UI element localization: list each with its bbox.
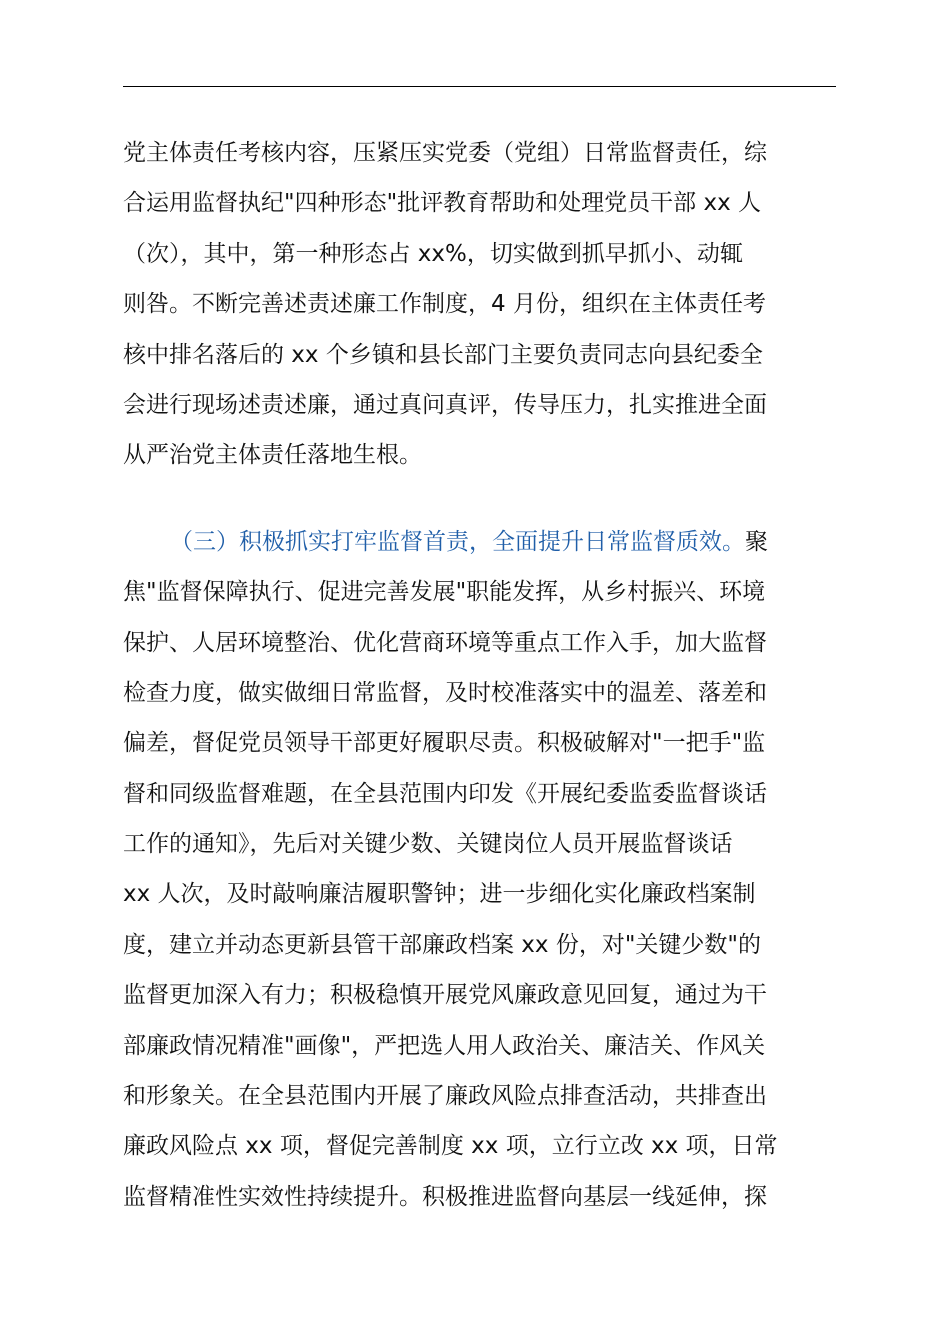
text-line: 监督更加深入有力；积极稳慎开展党风廉政意见回复，通过为干	[123, 982, 767, 1009]
text-line: 部廉政情况精准"画像"，严把选人用人政治关、廉洁关、作风关	[123, 1032, 766, 1059]
text-line: 督和同级监督难题，在全县范围内印发《开展纪委监委监督谈话	[123, 780, 767, 807]
paragraph-first-line	[123, 517, 843, 567]
text-line: 从严治党主体责任落地生根。	[123, 442, 422, 469]
header-rule	[123, 86, 836, 87]
text-line: 则咎。不断完善述责述廉工作制度，4 月份，组织在主体责任考	[123, 291, 766, 318]
text-line: 监督精准性实效性持续提升。积极推进监督向基层一线延伸，探	[123, 1183, 767, 1210]
text-line: 保护、人居环境整治、优化营商环境等重点工作入手，加大监督	[123, 629, 767, 656]
section-heading: （三）积极抓实打牢监督首责，全面提升日常监督质效。	[170, 528, 745, 555]
document-body	[123, 128, 843, 1222]
paragraph-spacer	[123, 481, 843, 517]
text-line: 党主体责任考核内容，压紧压实党委（党组）日常监督责任，综	[123, 140, 767, 166]
text-line: 廉政风险点 xx 项，督促完善制度 xx 项，立行立改 xx 项，日常	[123, 1133, 778, 1160]
text-line: 会进行现场述责述廉，通过真问真评，传导压力，扎实推进全面	[123, 391, 767, 418]
text-line: 工作的通知》，先后对关键少数、关键岗位人员开展监督谈话	[123, 831, 733, 858]
text-line: （次），其中，第一种形态占 xx%，切实做到抓早抓小、动辄	[123, 240, 743, 267]
text-line: 焦"监督保障执行、促进完善发展"职能发挥，从乡村振兴、环境	[123, 579, 766, 606]
paragraph-1	[123, 128, 843, 481]
text-line: 核中排名落后的 xx 个乡镇和县长部门主要负责同志向县纪委全	[123, 341, 763, 368]
text-line: xx 人次，及时敲响廉洁履职警钟；进一步细化实化廉政档案制	[123, 881, 756, 908]
text-line: 合运用监督执纪"四种形态"批评教育帮助和处理党员干部 xx 人	[123, 190, 762, 217]
text-line: 度，建立并动态更新县管干部廉政档案 xx 份，对"关键少数"的	[123, 931, 762, 958]
text-line: 偏差，督促党员领导干部更好履职尽责。积极破解对"一把手"监	[123, 730, 766, 757]
paragraph-2	[123, 517, 843, 1222]
heading-tail-text: 聚	[745, 528, 768, 555]
text-line: 检查力度，做实做细日常监督，及时校准落实中的温差、落差和	[123, 679, 767, 706]
text-line: 和形象关。在全县范围内开展了廉政风险点排查活动，共排查出	[123, 1083, 767, 1110]
